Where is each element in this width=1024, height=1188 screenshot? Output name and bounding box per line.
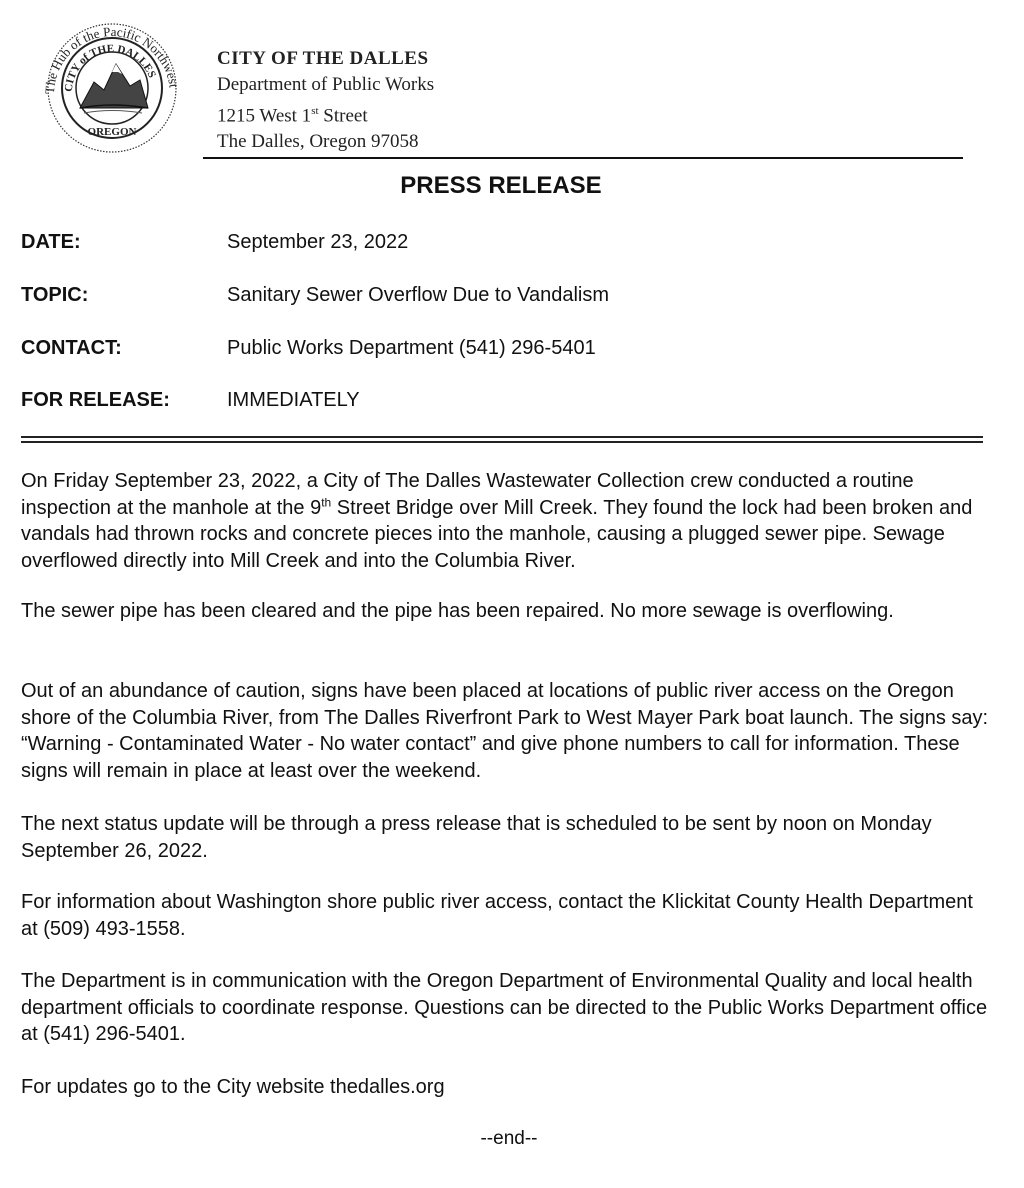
paragraph-incident: On Friday September 23, 2022, a City of The Dalles Wastewater Collection crew conducted a routine inspection at the manhole at the 9th Street Bridge over Mill Creek. They found the lock had been broken and vandals had thrown rocks and concrete pieces into the manhole, causing a plugged sewer pipe. Sewage overflowed directly into Mill Creek and into the Columbia River.	[21, 470, 973, 572]
paragraph-signs: Out of an abundance of caution, signs have been placed at locations of public river access on the Oregon shore of the Columbia River, from The Dalles Riverfront Park to West Mayer Park boat launch. The signs say: “Warning - Contaminated Water - No water contact” and give phone numbers to call for information. These signs will remain in place at least over the weekend.	[21, 680, 989, 782]
topic-label: TOPIC:	[21, 284, 89, 306]
seal-inner-text: CITY of THE DALLES	[62, 42, 158, 93]
seal-ring-text: The Hub of the Pacific Northwest	[41, 23, 182, 95]
department-name: Department of Public Works	[217, 74, 435, 95]
seal-bottom-text: OREGON	[87, 126, 137, 138]
end-mark: --end--	[480, 1128, 538, 1149]
letterhead-rule	[203, 157, 963, 159]
paragraph-website: For updates go to the City website thedalles.org	[21, 1076, 445, 1098]
city-seal-logo	[32, 16, 192, 156]
city-state-zip: The Dalles, Oregon 97058	[217, 131, 419, 153]
paragraph-coordination: The Department is in communication with the Oregon Department of Environmental Quality and local health department officials to coordinate response. Questions can be directed to the Public Works Department office at (541) 296-5401.	[21, 970, 988, 1045]
city-name: CITY OF THE DALLES	[217, 48, 429, 69]
paragraph-washington: For information about Washington shore public river access, contact the Klickitat County Health Department at (509) 493-1558.	[21, 891, 973, 940]
contact-label: CONTACT:	[21, 337, 122, 359]
date-value: September 23, 2022	[227, 231, 409, 253]
letterhead	[217, 46, 434, 155]
release-value: IMMEDIATELY	[227, 389, 360, 411]
release-label: FOR RELEASE:	[21, 389, 170, 411]
date-label: DATE:	[21, 231, 81, 253]
page-title: PRESS RELEASE	[400, 172, 602, 199]
section-divider	[21, 436, 983, 443]
paragraph-repair: The sewer pipe has been cleared and the pipe has been repaired. No more sewage is overflowing.	[21, 600, 894, 622]
contact-value: Public Works Department (541) 296-5401	[227, 337, 596, 359]
paragraph-next-update: The next status update will be through a press release that is scheduled to be sent by noon on Monday September 26, 2022.	[21, 813, 932, 862]
topic-value: Sanitary Sewer Overflow Due to Vandalism	[227, 284, 610, 306]
street-address: 1215 West 1st Street	[217, 105, 368, 127]
